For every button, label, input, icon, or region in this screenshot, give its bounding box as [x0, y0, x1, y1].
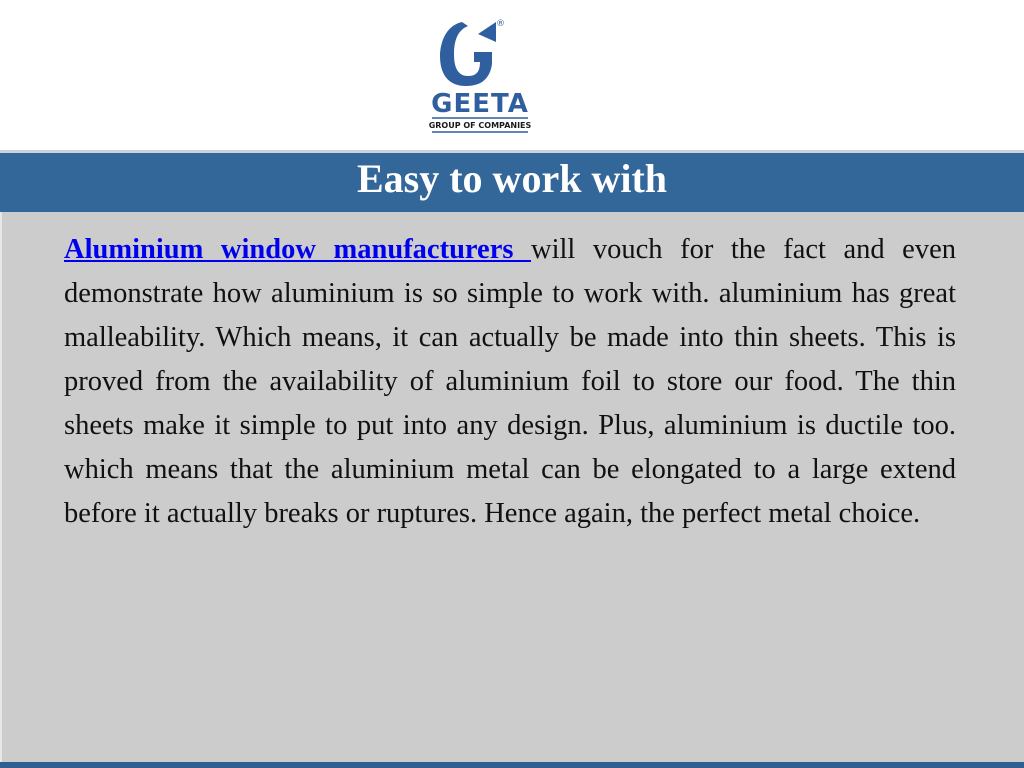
bottom-bar: [0, 762, 1024, 768]
title-bar: [0, 150, 1024, 212]
body-paragraph: [64, 228, 956, 536]
manufacturers-link[interactable]: Aluminium window manufacturers: [64, 234, 531, 265]
content-panel: [0, 212, 1024, 762]
logo-name: GEETA: [431, 89, 529, 119]
slide-title: Easy to work with: [356, 155, 668, 201]
logo-tagline: GROUP OF COMPANIES: [428, 121, 532, 130]
g-mark-accent: [478, 22, 496, 42]
registered-mark: ®: [496, 19, 505, 29]
body-text: will vouch for the fact and even demonstrate how aluminium is so simple to work with. aluminium has great malleability. Which means, it can actually be made into thin sheets. This is proved from the availability of aluminium foil to store our food. The thin sheets make it simple to put into any design. Plus, aluminium is ductile too. which means that the aluminium metal can be elongated to a large extend before it actually breaks or ruptures. Hence again, the perfect metal choice.: [64, 234, 956, 529]
logo-area: [0, 0, 1024, 150]
geeta-logo-icon: [422, 12, 538, 140]
